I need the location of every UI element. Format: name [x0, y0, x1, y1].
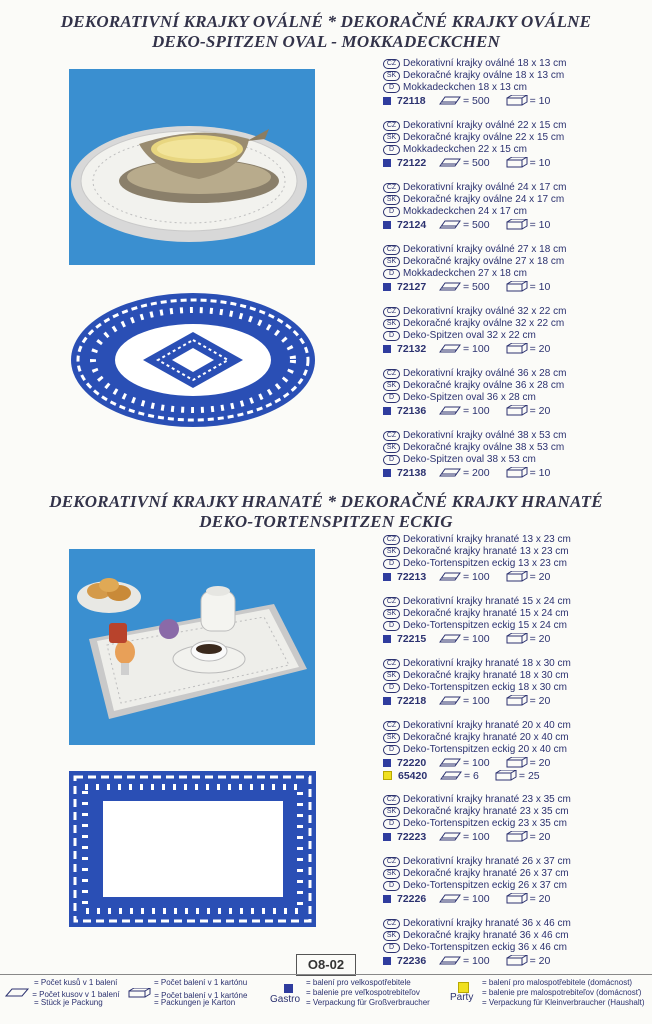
product-code: 72127: [397, 280, 427, 293]
gastro-square-icon: [383, 635, 391, 643]
flag-d-icon: D: [383, 745, 400, 755]
flag-sk-icon: SK: [383, 195, 400, 205]
description-d: [383, 744, 645, 756]
legend-packs-cz: = Počet balení v 1 kartónu: [154, 978, 248, 987]
product-entry: [383, 244, 645, 293]
stack-icon: [439, 894, 461, 903]
product-code: 72215: [397, 632, 427, 645]
product-entry: [383, 658, 645, 707]
description-cz: [383, 58, 645, 70]
flag-cz-icon: CZ: [383, 919, 400, 929]
pieces-per-pack: = 500: [463, 218, 490, 231]
flag-d-icon: D: [383, 269, 400, 279]
description-cz: [383, 918, 645, 930]
description-sk-text: Dekoračné krajky oválne 18 x 13 cm: [403, 70, 565, 81]
gastro-square-icon: [383, 697, 391, 705]
product-entry: [383, 120, 645, 169]
legend-packs: [128, 978, 247, 1008]
packs-per-carton: = 20: [529, 892, 551, 905]
stack-icon: [4, 988, 30, 997]
legend-pieces: [4, 978, 120, 1008]
carton-icon: [506, 157, 528, 168]
flag-sk-icon: SK: [383, 931, 400, 941]
flag-d-icon: D: [383, 683, 400, 693]
packs-per-carton: = 10: [529, 280, 551, 293]
pieces-per-pack: = 100: [463, 404, 490, 417]
flag-d-icon: D: [383, 145, 400, 155]
gastro-square-icon: [383, 957, 391, 965]
product-entry: [383, 368, 645, 417]
product-entry: [383, 58, 645, 107]
gastro-square-icon: [383, 573, 391, 581]
stack-icon: [439, 220, 461, 229]
packs-per-carton: = 10: [529, 156, 551, 169]
product-code: 72138: [397, 466, 427, 479]
description-d-text: Mokkadeckchen 27 x 18 cm: [403, 268, 527, 279]
product-code: 72132: [397, 342, 427, 355]
product-code: 72226: [397, 892, 427, 905]
description-sk: [383, 608, 645, 620]
description-sk-text: Dekoračné krajky hranaté 26 x 37 cm: [403, 868, 569, 879]
description-d: [383, 206, 645, 218]
flag-cz-icon: CZ: [383, 369, 400, 379]
packs-per-carton: = 20: [529, 404, 551, 417]
description-d-text: Mokkadeckchen 18 x 13 cm: [403, 82, 527, 93]
product-code-row: [383, 694, 645, 707]
description-d-text: Deko-Tortenspitzen eckig 13 x 23 cm: [403, 558, 567, 569]
flag-cz-icon: CZ: [383, 307, 400, 317]
product-code: 72223: [397, 830, 427, 843]
gastro-square-icon: [383, 895, 391, 903]
carton-icon: [495, 770, 517, 781]
description-sk-text: Dekoračné krajky hranaté 20 x 40 cm: [403, 732, 569, 743]
flag-sk-icon: SK: [383, 381, 400, 391]
description-cz-text: Dekorativní krajky hranaté 20 x 40 cm: [403, 720, 571, 731]
flag-cz-icon: CZ: [383, 597, 400, 607]
description-sk: [383, 318, 645, 330]
pieces-per-pack: = 500: [463, 94, 490, 107]
section1-title-line1: DEKORATIVNÍ KRAJKY OVÁLNÉ * DEKORAČNÉ KRAJKY OVÁLNE: [60, 12, 592, 31]
description-cz: [383, 534, 645, 546]
flag-sk-icon: SK: [383, 133, 400, 143]
flag-cz-icon: CZ: [383, 721, 400, 731]
gastro-square-icon: [383, 221, 391, 229]
rectangular-doily-photo: [69, 549, 315, 745]
description-d: [383, 942, 645, 954]
flag-sk-icon: SK: [383, 609, 400, 619]
description-d-text: Deko-Spitzen oval 36 x 28 cm: [403, 392, 536, 403]
carton-icon: [506, 219, 528, 230]
product-code-row: [383, 769, 645, 782]
section2-title-line1: DEKORATIVNÍ KRAJKY HRANATÉ * DEKORAČNÉ KRAJKY HRANATÉ: [49, 492, 603, 511]
carton-icon: [506, 95, 528, 106]
description-cz: [383, 306, 645, 318]
product-code: 65420: [398, 769, 428, 782]
description-cz-text: Dekorativní krajky hranaté 15 x 24 cm: [403, 596, 571, 607]
description-d: [383, 392, 645, 404]
description-sk-text: Dekoračné krajky oválne 24 x 17 cm: [403, 194, 565, 205]
legend-pieces-sk-row: [4, 988, 120, 998]
description-d: [383, 818, 645, 830]
product-entry: [383, 306, 645, 355]
description-cz-text: Dekorativní krajky oválné 24 x 17 cm: [403, 182, 567, 193]
carton-icon: [506, 695, 528, 706]
flag-sk-icon: SK: [383, 671, 400, 681]
description-cz-text: Dekorativní krajky oválné 22 x 15 cm: [403, 120, 567, 131]
product-entry: [383, 918, 645, 967]
description-d-text: Deko-Tortenspitzen eckig 20 x 40 cm: [403, 744, 567, 755]
stack-icon: [439, 468, 461, 477]
description-sk-text: Dekoračné krajky oválne 27 x 18 cm: [403, 256, 565, 267]
product-code: 72124: [397, 218, 427, 231]
flag-cz-icon: CZ: [383, 535, 400, 545]
flag-cz-icon: CZ: [383, 857, 400, 867]
legend-pieces-d: = Stück je Packung: [34, 998, 103, 1007]
flag-sk-icon: SK: [383, 71, 400, 81]
product-entry: [383, 430, 645, 479]
oval-doily-image: [68, 290, 318, 430]
description-d: [383, 558, 645, 570]
description-sk-text: Dekoračné krajky hranaté 18 x 30 cm: [403, 670, 569, 681]
flag-d-icon: D: [383, 819, 400, 829]
flag-cz-icon: CZ: [383, 795, 400, 805]
sauce-boat-illustration: [69, 69, 315, 265]
section1-title-line2: DEKO-SPITZEN OVAL - MOKKADECKCHEN: [151, 32, 501, 51]
gastro-square-icon: [383, 97, 391, 105]
description-cz: [383, 120, 645, 132]
product-code-row: [383, 218, 645, 231]
description-d-text: Deko-Tortenspitzen eckig 23 x 35 cm: [403, 818, 567, 829]
flag-d-icon: D: [383, 621, 400, 631]
flag-d-icon: D: [383, 881, 400, 891]
gastro-square-icon: [383, 759, 391, 767]
legend-gastro-d: = Verpackung für Großverbraucher: [306, 998, 430, 1007]
packs-per-carton: = 20: [529, 694, 551, 707]
stack-icon: [439, 696, 461, 705]
product-code-row: [383, 156, 645, 169]
product-entry: [383, 182, 645, 231]
legend-gastro-sk: = balenie pre veľkospotrebiteľov: [306, 988, 420, 997]
description-d-text: Deko-Spitzen oval 38 x 53 cm: [403, 454, 536, 465]
description-sk: [383, 132, 645, 144]
oval-lace-pattern: [68, 290, 318, 430]
packs-per-carton: = 10: [529, 218, 551, 231]
flag-d-icon: D: [383, 207, 400, 217]
description-sk: [383, 670, 645, 682]
product-entry: [383, 856, 645, 905]
product-entry: [383, 596, 645, 645]
packs-per-carton: = 20: [529, 632, 551, 645]
rectangular-doily-image: [69, 771, 316, 927]
pieces-per-pack: = 100: [463, 830, 490, 843]
description-d: [383, 454, 645, 466]
flag-d-icon: D: [383, 943, 400, 953]
pieces-per-pack: = 100: [463, 694, 490, 707]
description-cz-text: Dekorativní krajky hranaté 18 x 30 cm: [403, 658, 571, 669]
carton-icon: [506, 955, 528, 966]
product-code-row: [383, 94, 645, 107]
pieces-per-pack: = 6: [464, 769, 479, 782]
carton-icon: [506, 281, 528, 292]
description-d: [383, 268, 645, 280]
stack-icon: [439, 158, 461, 167]
description-sk: [383, 442, 645, 454]
description-cz: [383, 596, 645, 608]
gastro-square-icon: [383, 469, 391, 477]
product-code-row: [383, 756, 645, 769]
carton-icon: [506, 757, 528, 768]
flag-cz-icon: CZ: [383, 183, 400, 193]
flag-sk-icon: SK: [383, 733, 400, 743]
gastro-square-icon: [383, 833, 391, 841]
description-d: [383, 682, 645, 694]
description-sk: [383, 868, 645, 880]
product-entry: [383, 720, 645, 782]
packs-per-carton: = 20: [529, 954, 551, 967]
flag-d-icon: D: [383, 393, 400, 403]
packs-per-carton: = 20: [529, 830, 551, 843]
flag-cz-icon: CZ: [383, 431, 400, 441]
product-code-row: [383, 404, 645, 417]
flag-sk-icon: SK: [383, 257, 400, 267]
pieces-per-pack: = 100: [463, 570, 490, 583]
description-cz-text: Dekorativní krajky hranaté 13 x 23 cm: [403, 534, 571, 545]
description-sk: [383, 256, 645, 268]
packs-per-carton: = 20: [529, 570, 551, 583]
product-entry: [383, 534, 645, 583]
packs-per-carton: = 20: [529, 756, 551, 769]
legend-party-cz: = balení pro malospotřebitele (domácnost): [482, 978, 633, 987]
section2-title-line2: DEKO-TORTENSPITZEN ECKIG: [199, 512, 453, 531]
description-sk-text: Dekoračné krajky hranaté 36 x 46 cm: [403, 930, 569, 941]
description-cz: [383, 182, 645, 194]
description-sk-text: Dekoračné krajky hranaté 13 x 23 cm: [403, 546, 569, 557]
packs-per-carton: = 10: [529, 466, 551, 479]
description-sk: [383, 194, 645, 206]
description-cz: [383, 244, 645, 256]
packs-per-carton: = 25: [518, 769, 540, 782]
product-code-row: [383, 570, 645, 583]
description-cz-text: Dekorativní krajky oválné 36 x 28 cm: [403, 368, 567, 379]
flag-d-icon: D: [383, 331, 400, 341]
product-code-row: [383, 830, 645, 843]
description-cz-text: Dekorativní krajky hranaté 26 x 37 cm: [403, 856, 571, 867]
product-code: 72236: [397, 954, 427, 967]
pieces-per-pack: = 100: [463, 892, 490, 905]
product-code-row: [383, 632, 645, 645]
packs-per-carton: = 10: [529, 94, 551, 107]
stack-icon: [439, 344, 461, 353]
product-code: 72218: [397, 694, 427, 707]
party-label: Party: [450, 992, 474, 1003]
carton-icon: [506, 831, 528, 842]
description-cz-text: Dekorativní krajky oválné 32 x 22 cm: [403, 306, 567, 317]
product-entry: [383, 794, 645, 843]
description-d: [383, 330, 645, 342]
product-code: 72220: [397, 756, 427, 769]
description-d-text: Mokkadeckchen 24 x 17 cm: [403, 206, 527, 217]
oval-doily-photo: [69, 69, 315, 265]
gastro-square-icon: [383, 283, 391, 291]
description-d: [383, 880, 645, 892]
pieces-per-pack: = 100: [463, 954, 490, 967]
description-d: [383, 82, 645, 94]
rectangular-lace-pattern: [69, 771, 316, 927]
legend-packs-sk: = Počet balení v 1 kartóne: [154, 991, 248, 1000]
flag-d-icon: D: [383, 83, 400, 93]
legend-pieces-cz: = Počet kusů v 1 balení: [34, 978, 118, 987]
description-cz-text: Dekorativní krajky hranaté 36 x 46 cm: [403, 918, 571, 929]
description-sk-text: Dekoračné krajky hranaté 23 x 35 cm: [403, 806, 569, 817]
stack-icon: [439, 406, 461, 415]
legend-packs-sk-row: [128, 988, 247, 998]
description-sk: [383, 546, 645, 558]
product-code: 72213: [397, 570, 427, 583]
description-d: [383, 620, 645, 632]
pieces-per-pack: = 500: [463, 280, 490, 293]
stack-icon: [439, 282, 461, 291]
flag-d-icon: D: [383, 559, 400, 569]
description-d-text: Deko-Tortenspitzen eckig 26 x 37 cm: [403, 880, 567, 891]
description-d-text: Deko-Tortenspitzen eckig 15 x 24 cm: [403, 620, 567, 631]
gastro-square-icon: [383, 345, 391, 353]
flag-sk-icon: SK: [383, 807, 400, 817]
description-cz-text: Dekorativní krajky hranaté 23 x 35 cm: [403, 794, 571, 805]
description-sk: [383, 70, 645, 82]
description-sk: [383, 732, 645, 744]
legend-pieces-sk: = Počet kusov v 1 balení: [32, 990, 120, 999]
stack-icon: [439, 96, 461, 105]
packs-per-carton: = 20: [529, 342, 551, 355]
stack-icon: [439, 758, 461, 767]
product-code: 72118: [397, 94, 426, 107]
legend-gastro-cz: = balení pro velkospotřebitele: [306, 978, 411, 987]
carton-icon: [506, 405, 528, 416]
description-sk: [383, 806, 645, 818]
pieces-per-pack: = 100: [463, 756, 490, 769]
stack-icon: [439, 634, 461, 643]
pieces-per-pack: = 100: [463, 632, 490, 645]
stack-icon: [439, 956, 461, 965]
description-sk: [383, 380, 645, 392]
description-sk: [383, 930, 645, 942]
description-cz-text: Dekorativní krajky oválné 27 x 18 cm: [403, 244, 567, 255]
pieces-per-pack: = 500: [463, 156, 490, 169]
flag-sk-icon: SK: [383, 443, 400, 453]
flag-cz-icon: CZ: [383, 121, 400, 131]
legend-packs-d: = Packungen je Karton: [154, 998, 236, 1007]
carton-icon: [506, 343, 528, 354]
carton-icon: [506, 571, 528, 582]
legend-party-d: = Verpackung für Kleinverbraucher (Haushalt): [482, 998, 645, 1007]
product-code-row: [383, 892, 645, 905]
description-cz: [383, 856, 645, 868]
description-sk-text: Dekoračné krajky oválne 32 x 22 cm: [403, 318, 565, 329]
description-cz: [383, 720, 645, 732]
carton-icon: [506, 633, 528, 644]
stack-icon: [439, 572, 461, 581]
description-sk-text: Dekoračné krajky oválne 36 x 28 cm: [403, 380, 565, 391]
carton-icon: [128, 988, 152, 998]
pieces-per-pack: = 100: [463, 342, 490, 355]
flag-sk-icon: SK: [383, 319, 400, 329]
stack-icon: [440, 771, 462, 780]
product-code-row: [383, 280, 645, 293]
description-cz: [383, 368, 645, 380]
breakfast-tray-illustration: [69, 549, 315, 745]
flag-cz-icon: CZ: [383, 245, 400, 255]
page-code: O8-02: [296, 954, 356, 976]
description-sk-text: Dekoračné krajky oválne 38 x 53 cm: [403, 442, 565, 453]
product-code-row: [383, 466, 645, 479]
carton-icon: [506, 467, 528, 478]
product-code-row: [383, 342, 645, 355]
product-code-row: [383, 954, 645, 967]
carton-icon: [506, 893, 528, 904]
description-d-text: Mokkadeckchen 22 x 15 cm: [403, 144, 527, 155]
description-sk-text: Dekoračné krajky oválne 22 x 15 cm: [403, 132, 565, 143]
flag-cz-icon: CZ: [383, 59, 400, 69]
flag-sk-icon: SK: [383, 547, 400, 557]
description-cz: [383, 430, 645, 442]
flag-cz-icon: CZ: [383, 659, 400, 669]
product-code: 72136: [397, 404, 427, 417]
gastro-square-icon: [383, 159, 391, 167]
description-cz: [383, 658, 645, 670]
description-d: [383, 144, 645, 156]
flag-sk-icon: SK: [383, 869, 400, 879]
pieces-per-pack: = 200: [463, 466, 490, 479]
gastro-square-icon: [383, 407, 391, 415]
description-d-text: Deko-Spitzen oval 32 x 22 cm: [403, 330, 536, 341]
description-d-text: Deko-Tortenspitzen eckig 18 x 30 cm: [403, 682, 567, 693]
description-cz: [383, 794, 645, 806]
description-cz-text: Dekorativní krajky oválné 38 x 53 cm: [403, 430, 567, 441]
stack-icon: [439, 832, 461, 841]
gastro-label: Gastro: [270, 994, 301, 1005]
description-sk-text: Dekoračné krajky hranaté 15 x 24 cm: [403, 608, 569, 619]
product-code: 72122: [397, 156, 427, 169]
gastro-square-icon: [284, 984, 293, 993]
description-d-text: Deko-Tortenspitzen eckig 36 x 46 cm: [403, 942, 567, 953]
legend-divider: [0, 974, 652, 975]
flag-d-icon: D: [383, 455, 400, 465]
description-cz-text: Dekorativní krajky oválné 18 x 13 cm: [403, 58, 567, 69]
legend-party-sk: = balenie pre malospotrebiteľov (domácnosť): [482, 988, 642, 997]
party-square-icon: [383, 771, 392, 780]
